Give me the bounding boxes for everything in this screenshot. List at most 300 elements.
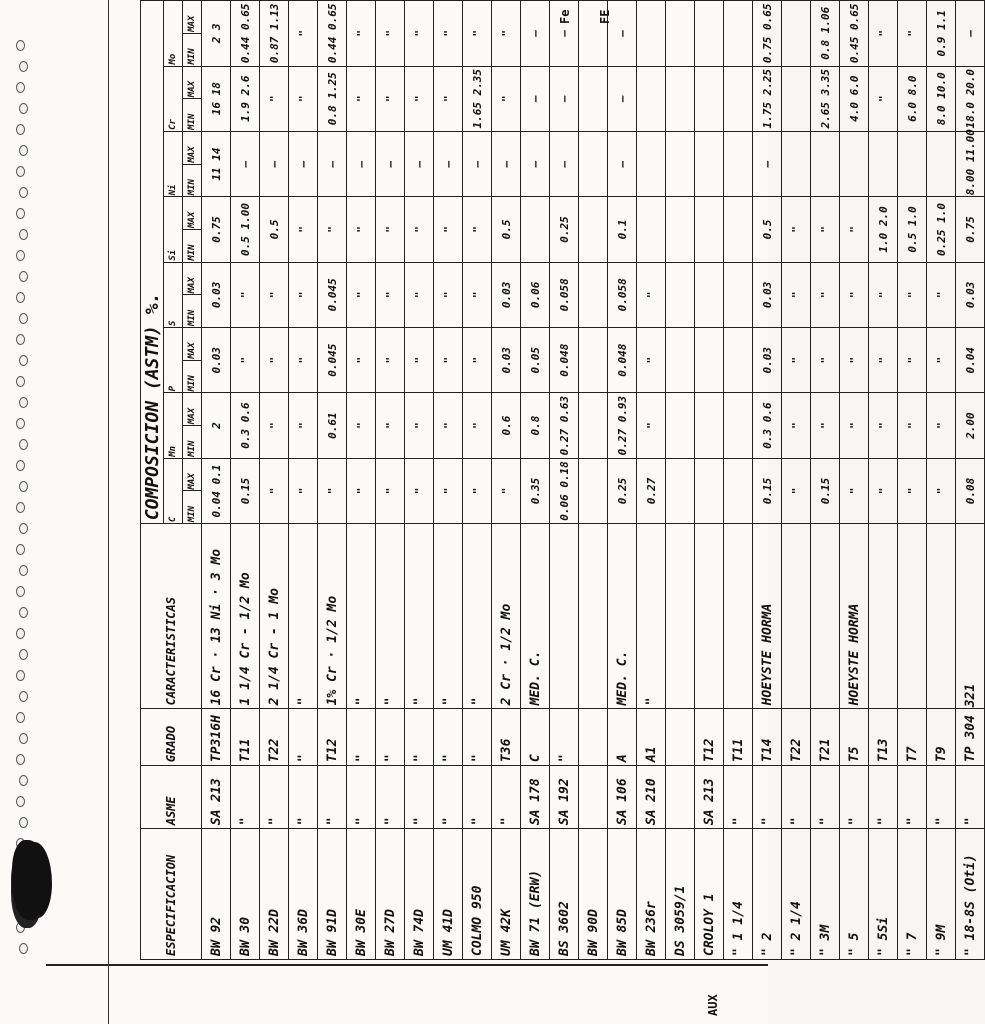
cell-caracteristicas xyxy=(724,524,753,709)
cell-s: " xyxy=(898,262,927,327)
cell-cr: 0.8 1.25 xyxy=(318,66,347,131)
margin-line xyxy=(46,964,768,966)
spiral-hole xyxy=(16,208,25,219)
cell-cr: 1.9 2.6 xyxy=(231,66,260,131)
cell-mo: 0.45 0.65 xyxy=(840,1,869,67)
cell-s: 0.06 xyxy=(521,262,550,327)
cell-cr: 1.75 2.25 xyxy=(753,66,782,131)
cell-grado: T22 xyxy=(782,709,811,766)
header-especificacion: ESPECIFICACION xyxy=(141,829,202,960)
cell-asme xyxy=(666,766,695,829)
cell-ni xyxy=(579,131,608,196)
cell-cr: — xyxy=(608,66,637,131)
cell-si: " xyxy=(318,197,347,262)
cell-mn xyxy=(579,393,608,458)
cell-grado: " xyxy=(405,709,434,766)
cell-p: " xyxy=(840,328,869,393)
cell-c: " xyxy=(434,458,463,523)
header-element-c: C xyxy=(164,458,183,523)
cell-especificacion: BS 3602 xyxy=(550,829,579,960)
cell-grado: T7 xyxy=(898,709,927,766)
cell-si: " xyxy=(289,197,318,262)
cell-mo: " xyxy=(405,1,434,67)
table-row xyxy=(724,1,753,960)
cell-mo: 0.8 1.06 xyxy=(811,1,840,67)
cell-si: " xyxy=(463,197,492,262)
cell-mn: " xyxy=(289,393,318,458)
cell-mo xyxy=(695,1,724,67)
cell-s: 0.03 xyxy=(956,262,985,327)
cell-mo: 0.75 0.65 xyxy=(753,1,782,67)
cell-p: " xyxy=(782,328,811,393)
cell-especificacion: " 7 xyxy=(898,829,927,960)
cell-mn: 0.3 0.6 xyxy=(231,393,260,458)
cell-si: " xyxy=(347,197,376,262)
cell-s: 0.03 xyxy=(753,262,782,327)
cell-asme: " xyxy=(840,766,869,829)
composition-table xyxy=(140,0,985,960)
cell-asme: " xyxy=(782,766,811,829)
cell-s: " xyxy=(811,262,840,327)
cell-c: 0.04 0.1 xyxy=(202,458,231,523)
cell-p xyxy=(695,328,724,393)
spiral-hole xyxy=(19,397,28,408)
cell-especificacion: " 18-8S (Oti) xyxy=(956,829,985,960)
header-element-s: S xyxy=(164,262,183,327)
cell-grado xyxy=(579,709,608,766)
spiral-hole xyxy=(19,607,28,618)
cell-p: " xyxy=(463,328,492,393)
cell-caracteristicas: MED. C. xyxy=(521,524,550,709)
cell-c xyxy=(579,458,608,523)
cell-s xyxy=(695,262,724,327)
cell-especificacion: COLMO 950 xyxy=(463,829,492,960)
header-max: MAX xyxy=(183,197,202,230)
cell-especificacion: BW 71 (ERW) xyxy=(521,829,550,960)
cell-caracteristicas: HOEYSTE HORMA xyxy=(840,524,869,709)
table-row xyxy=(608,1,637,960)
table-row xyxy=(318,1,347,960)
cell-p xyxy=(724,328,753,393)
cell-c: 0.15 xyxy=(753,458,782,523)
cell-cr: " xyxy=(289,66,318,131)
cell-c: 0.25 xyxy=(608,458,637,523)
cell-grado: T9 xyxy=(927,709,956,766)
cell-mo: " xyxy=(434,1,463,67)
header-caracteristicas: CARACTERISTICAS xyxy=(141,524,202,709)
cell-p: " xyxy=(869,328,898,393)
cell-asme: " xyxy=(898,766,927,829)
header-min: MIN xyxy=(183,33,202,66)
cell-mo xyxy=(724,1,753,67)
cell-mo: " xyxy=(289,1,318,67)
header-max: MAX xyxy=(183,1,202,34)
table-row xyxy=(666,1,695,960)
cell-caracteristicas: " xyxy=(347,524,376,709)
table-row xyxy=(376,1,405,960)
cell-mo xyxy=(666,1,695,67)
cell-asme: " xyxy=(869,766,898,829)
table-row xyxy=(811,1,840,960)
cell-ni xyxy=(666,131,695,196)
cell-mn: 0.27 0.93 xyxy=(608,393,637,458)
spiral-hole xyxy=(19,523,28,534)
cell-p: " xyxy=(637,328,666,393)
cell-mo: " xyxy=(463,1,492,67)
cell-grado: TP316H xyxy=(202,709,231,766)
spiral-hole xyxy=(16,460,25,471)
header-min: MIN xyxy=(183,360,202,393)
cell-si: 0.25 xyxy=(550,197,579,262)
cell-asme: " xyxy=(289,766,318,829)
cell-asme: " xyxy=(405,766,434,829)
header-element-cr: Cr xyxy=(164,66,183,131)
cell-cr: 6.0 8.0 xyxy=(898,66,927,131)
cell-ni: — xyxy=(434,131,463,196)
cell-especificacion: " 2 1/4 xyxy=(782,829,811,960)
cell-p: 0.048 xyxy=(550,328,579,393)
cell-si: 0.5 xyxy=(492,197,521,262)
cell-si: 1.0 2.0 xyxy=(869,197,898,262)
cell-ni xyxy=(637,131,666,196)
cell-p: 0.04 xyxy=(956,328,985,393)
cell-especificacion: BW 236r xyxy=(637,829,666,960)
cell-especificacion: " 2 xyxy=(753,829,782,960)
table-row xyxy=(840,1,869,960)
spiral-hole xyxy=(19,61,28,72)
spiral-hole xyxy=(16,796,25,807)
cell-caracteristicas: " xyxy=(376,524,405,709)
table-body xyxy=(202,1,985,960)
cell-cr: — xyxy=(521,66,550,131)
spiral-hole xyxy=(16,586,25,597)
table-row xyxy=(347,1,376,960)
cell-si xyxy=(666,197,695,262)
cell-asme: " xyxy=(492,766,521,829)
cell-grado: A xyxy=(608,709,637,766)
table-row xyxy=(231,1,260,960)
cell-c: 0.15 xyxy=(811,458,840,523)
cell-mn: " xyxy=(405,393,434,458)
cell-ni: — xyxy=(260,131,289,196)
cell-grado xyxy=(666,709,695,766)
cell-mo: 0.9 1.1 xyxy=(927,1,956,67)
cell-mo: " xyxy=(347,1,376,67)
cell-mn: " xyxy=(811,393,840,458)
cell-ni: — xyxy=(550,131,579,196)
cell-p: " xyxy=(347,328,376,393)
cell-asme: SA 178 xyxy=(521,766,550,829)
table-row xyxy=(898,1,927,960)
cell-caracteristicas: MED. C. xyxy=(608,524,637,709)
spiral-hole xyxy=(19,145,28,156)
cell-caracteristicas xyxy=(550,524,579,709)
cell-p: " xyxy=(434,328,463,393)
cell-grado: T36 xyxy=(492,709,521,766)
cell-especificacion: BW 91D xyxy=(318,829,347,960)
cell-si: " xyxy=(840,197,869,262)
spiral-hole xyxy=(16,292,25,303)
cell-mo: 0.44 0.65 xyxy=(318,1,347,67)
cell-mn: " xyxy=(434,393,463,458)
cell-caracteristicas xyxy=(782,524,811,709)
cell-ni: 11 14 xyxy=(202,131,231,196)
table-row xyxy=(405,1,434,960)
cell-ni: — xyxy=(753,131,782,196)
cell-especificacion: BW 36D xyxy=(289,829,318,960)
cell-especificacion: BW 90D xyxy=(579,829,608,960)
cell-cr xyxy=(695,66,724,131)
cell-c: " xyxy=(347,458,376,523)
header-min: MIN xyxy=(183,491,202,524)
cell-caracteristicas xyxy=(956,524,985,709)
cell-especificacion: " 9M xyxy=(927,829,956,960)
header-max: MAX xyxy=(183,458,202,491)
cell-cr: " xyxy=(869,66,898,131)
cell-especificacion: UM 42K xyxy=(492,829,521,960)
header-max: MAX xyxy=(183,328,202,361)
cell-c: 0.06 0.18 xyxy=(550,458,579,523)
cell-especificacion: " 3M xyxy=(811,829,840,960)
cell-grado: T11 xyxy=(724,709,753,766)
cell-ni: — xyxy=(347,131,376,196)
cell-grado: " xyxy=(289,709,318,766)
cell-mo: " xyxy=(492,1,521,67)
cell-mo: 0.87 1.13 xyxy=(260,1,289,67)
cell-mn: 2 xyxy=(202,393,231,458)
cell-cr xyxy=(724,66,753,131)
header-max: MAX xyxy=(183,131,202,164)
cell-caracteristicas: " xyxy=(637,524,666,709)
spiral-hole xyxy=(19,649,28,660)
cell-grado: TP 304 321 xyxy=(956,709,985,766)
spiral-hole xyxy=(19,187,28,198)
cell-cr xyxy=(637,66,666,131)
cell-grado: T5 xyxy=(840,709,869,766)
table-row xyxy=(637,1,666,960)
cell-mn: " xyxy=(840,393,869,458)
cell-cr: 16 18 xyxy=(202,66,231,131)
cell-ni: — xyxy=(318,131,347,196)
cell-si: 0.75 xyxy=(202,197,231,262)
cell-si: 0.75 xyxy=(956,197,985,262)
cell-s: " xyxy=(840,262,869,327)
cell-p: " xyxy=(231,328,260,393)
cell-grado: T22 xyxy=(260,709,289,766)
cell-mo: — xyxy=(956,1,985,67)
cell-mo: 0.44 0.65 xyxy=(231,1,260,67)
cell-ni: — xyxy=(405,131,434,196)
spiral-hole xyxy=(19,817,28,828)
cell-asme: " xyxy=(724,766,753,829)
cell-caracteristicas: 2 1/4 Cr - 1 Mo xyxy=(260,524,289,709)
header-max: MAX xyxy=(183,393,202,426)
cell-especificacion: BW 85D xyxy=(608,829,637,960)
cell-cr: " xyxy=(434,66,463,131)
cell-caracteristicas: " xyxy=(463,524,492,709)
header-min: MIN xyxy=(183,99,202,132)
cell-cr: " xyxy=(376,66,405,131)
spiral-hole xyxy=(19,481,28,492)
cell-asme xyxy=(579,766,608,829)
cell-asme: SA 213 xyxy=(695,766,724,829)
cell-p: " xyxy=(289,328,318,393)
cell-mn: 0.8 xyxy=(521,393,550,458)
cell-caracteristicas xyxy=(927,524,956,709)
cell-s: " xyxy=(927,262,956,327)
cell-especificacion: BW 22D xyxy=(260,829,289,960)
header-asme: ASME xyxy=(141,766,202,829)
cell-si: 0.5 xyxy=(753,197,782,262)
header-composicion: COMPOSICION (ASTM) %. xyxy=(141,1,164,524)
cell-ni: — xyxy=(231,131,260,196)
header-grado: GRADO xyxy=(141,709,202,766)
header-max: MAX xyxy=(183,66,202,99)
cell-grado: T14 xyxy=(753,709,782,766)
spiral-hole xyxy=(16,922,25,933)
header-row-1 xyxy=(141,1,164,960)
cell-p xyxy=(666,328,695,393)
cell-cr xyxy=(666,66,695,131)
spiral-hole xyxy=(19,943,28,954)
spiral-hole xyxy=(16,40,25,51)
cell-especificacion: BW 30E xyxy=(347,829,376,960)
cell-especificacion: UM 41D xyxy=(434,829,463,960)
cell-mo: — xyxy=(608,1,637,67)
cell-grado: T21 xyxy=(811,709,840,766)
table-row xyxy=(202,1,231,960)
cell-grado: T13 xyxy=(869,709,898,766)
cell-p: " xyxy=(405,328,434,393)
cell-c: " xyxy=(927,458,956,523)
cell-cr xyxy=(782,66,811,131)
page-rule-1 xyxy=(108,0,109,1024)
cell-mn: 0.3 0.6 xyxy=(753,393,782,458)
cell-asme: " xyxy=(347,766,376,829)
cell-ni: — xyxy=(376,131,405,196)
cell-mn xyxy=(666,393,695,458)
cell-p xyxy=(579,328,608,393)
cell-s: " xyxy=(434,262,463,327)
header-min: MIN xyxy=(183,229,202,262)
cell-c: " xyxy=(898,458,927,523)
cell-c: 0.27 xyxy=(637,458,666,523)
spiral-hole xyxy=(16,544,25,555)
cell-grado: " xyxy=(376,709,405,766)
cell-mn: 0.27 0.63 xyxy=(550,393,579,458)
cell-ni xyxy=(869,131,898,196)
spiral-hole xyxy=(16,712,25,723)
cell-mn: " xyxy=(637,393,666,458)
spiral-hole xyxy=(16,418,25,429)
cell-si xyxy=(695,197,724,262)
cell-mn: 0.6 xyxy=(492,393,521,458)
cell-p: 0.03 xyxy=(492,328,521,393)
cell-asme: " xyxy=(956,766,985,829)
cell-caracteristicas xyxy=(579,524,608,709)
cell-mn: " xyxy=(463,393,492,458)
spiral-hole xyxy=(16,628,25,639)
cell-mo xyxy=(782,1,811,67)
spiral-hole xyxy=(19,439,28,450)
spiral-hole xyxy=(16,334,25,345)
cell-mo: — xyxy=(521,1,550,67)
header-element-p: P xyxy=(164,328,183,393)
cell-p: 0.03 xyxy=(753,328,782,393)
cell-s: " xyxy=(869,262,898,327)
table-row xyxy=(956,1,985,960)
cell-si: 0.5 1.00 xyxy=(231,197,260,262)
cell-ni: — xyxy=(492,131,521,196)
cell-ni: — xyxy=(521,131,550,196)
spiral-hole xyxy=(16,124,25,135)
side-note-fe-1: Fe xyxy=(558,9,572,24)
cell-asme: " xyxy=(318,766,347,829)
cell-ni xyxy=(782,131,811,196)
cell-si: " xyxy=(811,197,840,262)
cell-s: " xyxy=(347,262,376,327)
cell-c xyxy=(724,458,753,523)
header-min: MIN xyxy=(183,164,202,197)
cell-especificacion: BW 74D xyxy=(405,829,434,960)
cell-s xyxy=(666,262,695,327)
cell-si: 0.5 xyxy=(260,197,289,262)
cell-s: " xyxy=(231,262,260,327)
spiral-hole xyxy=(19,355,28,366)
spiral-hole xyxy=(16,82,25,93)
cell-mn: " xyxy=(782,393,811,458)
cell-si: " xyxy=(376,197,405,262)
spiral-hole xyxy=(19,103,28,114)
cell-ni xyxy=(724,131,753,196)
cell-grado: " xyxy=(347,709,376,766)
cell-c: 0.08 xyxy=(956,458,985,523)
spiral-hole xyxy=(19,775,28,786)
side-note-fe-2: FE xyxy=(598,9,612,24)
cell-p: " xyxy=(898,328,927,393)
header-element-mo: Mo xyxy=(164,1,183,67)
cell-especificacion: " 5Si xyxy=(869,829,898,960)
table-row xyxy=(927,1,956,960)
table-row xyxy=(463,1,492,960)
table-row xyxy=(289,1,318,960)
cell-ni xyxy=(695,131,724,196)
table-row xyxy=(579,1,608,960)
cell-si: 0.5 1.0 xyxy=(898,197,927,262)
cell-cr: " xyxy=(347,66,376,131)
cell-caracteristicas: 1% Cr · 1/2 Mo xyxy=(318,524,347,709)
cell-cr: — xyxy=(550,66,579,131)
cell-caracteristicas xyxy=(869,524,898,709)
cell-cr: 18.0 20.0 xyxy=(956,66,985,131)
cell-especificacion: BW 30 xyxy=(231,829,260,960)
cell-especificacion: " 5 xyxy=(840,829,869,960)
cell-c: " xyxy=(318,458,347,523)
spiral-hole xyxy=(19,313,28,324)
cell-s xyxy=(579,262,608,327)
cell-c: " xyxy=(840,458,869,523)
cell-c: " xyxy=(260,458,289,523)
table-row xyxy=(260,1,289,960)
side-note-aux: AUX xyxy=(706,994,720,1016)
cell-ni xyxy=(927,131,956,196)
cell-ni: — xyxy=(289,131,318,196)
cell-asme: " xyxy=(463,766,492,829)
cell-cr: 8.0 10.0 xyxy=(927,66,956,131)
cell-s: " xyxy=(463,262,492,327)
cell-c: 0.15 xyxy=(231,458,260,523)
cell-p: " xyxy=(376,328,405,393)
